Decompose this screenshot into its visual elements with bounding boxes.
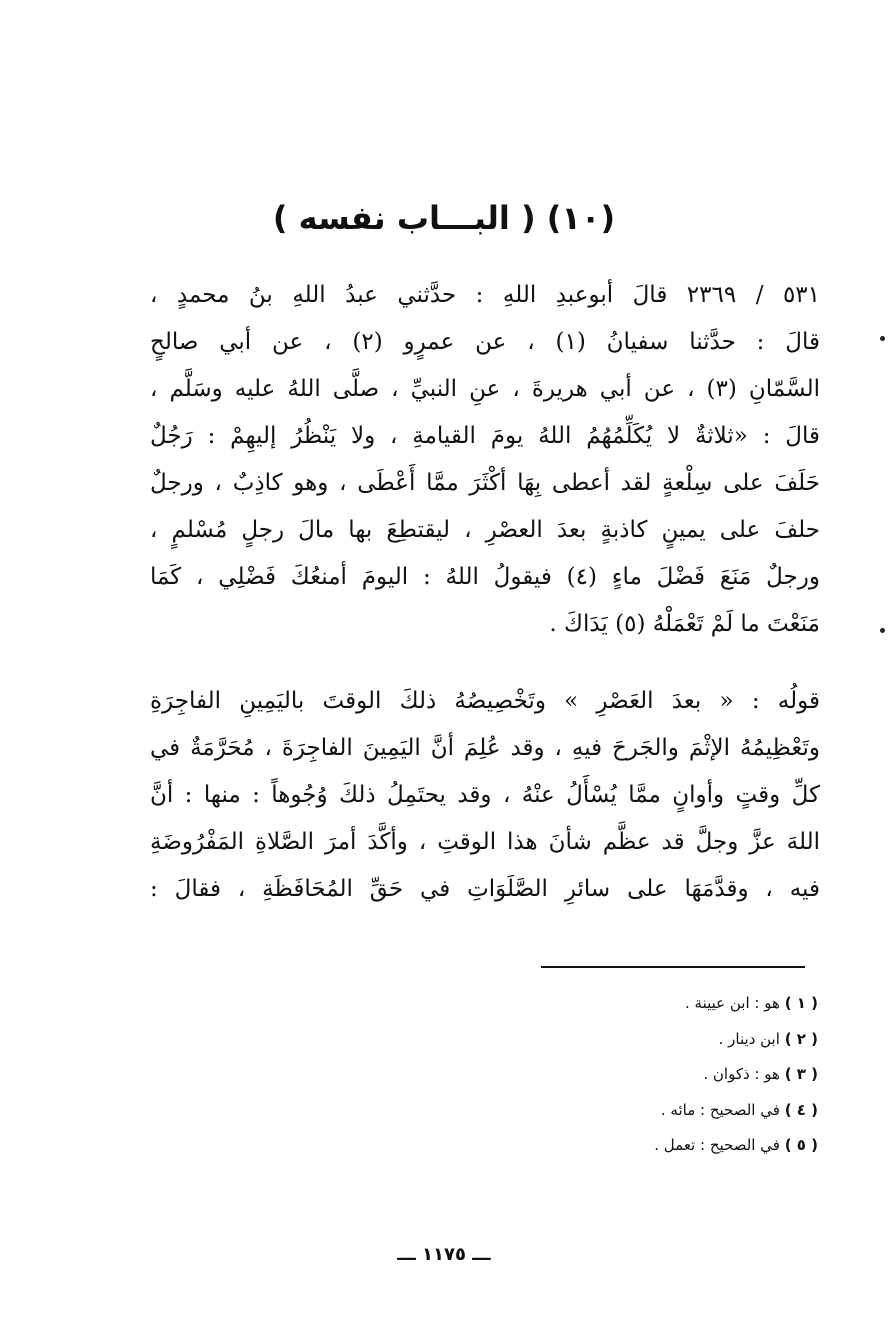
footnote-number: ( ٤ ) xyxy=(784,1100,818,1119)
footnote-number: ( ٥ ) xyxy=(784,1136,818,1154)
footnote-text: في الصحيح : تعمل . xyxy=(654,1136,780,1154)
footnote-text: هو : ابن عيينة . xyxy=(685,994,780,1012)
commentary-line: فيه ، وقدَّمَهَا على سائرِ الصَّلَوَاتِ في حَقِّ المُحَافَظَةِ ، فقالَ : xyxy=(150,876,820,902)
commentary-line: وتَعْظِيمُهُ الإثْمَ والجَرحَ فيهِ ، وقد عُلِمَ أنَّ اليَمِينَ الفاجِرَةَ ، مُحَرَّمَةٌ في xyxy=(150,735,820,761)
hadith-line: السَّمّانِ (٣) ، عن أبي هريرةَ ، عنِ النبيِّ ، صلَّى اللهُ عليه وسَلَّم ، xyxy=(150,376,820,402)
footnote-number: ( ٣ ) xyxy=(784,1065,818,1083)
footnote-text: هو : ذكوان . xyxy=(703,1065,780,1083)
footnote-item xyxy=(398,988,818,1024)
commentary-line: قولُه : « بعدَ العَصْرِ » وتَخْصِيصُهُ ذلكَ الوقتَ باليَمِينِ الفاجِرَةِ xyxy=(150,688,820,714)
footnote-text: ابن دينار . xyxy=(718,1029,780,1048)
hadith-line: ورجلٌ مَنَعَ فَضْلَ ماءٍ (٤) فيقولُ اللهُ : اليومَ أمنعُكَ فَضْلِي ، كَمَا xyxy=(150,564,820,590)
footnote-text: في الصحيح : مائه . xyxy=(660,1100,780,1119)
commentary-line: اللهَ عزَّ وجلَّ قد عظَّم شأنَ هذا الوقتِ ، وأكَّدَ أمرَ الصَّلاةِ المَفْرُوضَةِ xyxy=(150,829,820,855)
hadith-line: قالَ : حدَّثنا سفيانُ (١) ، عن عمرٍو (٢) ، عن أبي صالحٍ xyxy=(150,329,820,355)
chapter-title: (١٠) ( البـــاب نفسه ) xyxy=(272,199,616,237)
footnote-item xyxy=(398,1095,818,1131)
hadith-paragraph xyxy=(150,272,820,648)
hadith-line: قالَ : «ثلاثةٌ لا يُكَلِّمُهُمُ اللهُ يومَ القيامةِ ، ولا يَنْظُرُ إليهِمْ : رَجُلٌ xyxy=(150,423,820,449)
page-number: ـــ ١١٧٥ ـــ xyxy=(397,1244,491,1265)
footnote-number: ( ٢ ) xyxy=(784,1029,818,1048)
footnote-item xyxy=(398,1130,818,1166)
footnote-item xyxy=(398,1059,818,1095)
margin-dot xyxy=(880,336,885,341)
footnote-divider xyxy=(541,966,805,968)
footnote-number: ( ١ ) xyxy=(784,994,818,1012)
hadith-line: حلفَ على يمينٍ كاذبةٍ بعدَ العصْرِ ، ليقتطِعَ بها مالَ رجلٍ مُسْلمٍ ، xyxy=(150,517,820,543)
commentary-line: كلِّ وقتٍ وأوانٍ ممَّا يُسْأَلُ عنْهُ ، وقد يحتَمِلُ ذلكَ وُجُوهاً : منها : أنَّ xyxy=(150,782,820,808)
commentary-paragraph xyxy=(150,678,820,913)
footnote-item xyxy=(398,1024,818,1060)
margin-dot xyxy=(880,628,885,633)
hadith-line: حَلَفَ على سِلْعةٍ لقد أعطى بِهَا أكْثَرَ ممَّا أَعْطَى ، وهو كاذِبٌ ، ورجلٌ xyxy=(150,470,820,496)
hadith-line: ٥٣١ / ٢٣٦٩ قالَ أبوعبدِ اللهِ : حدَّثني عبدُ اللهِ بنُ محمدٍ ، xyxy=(150,282,820,308)
footnotes-list xyxy=(398,988,818,1166)
hadith-line: مَنَعْتَ ما لَمْ تَعْمَلْهُ (٥) يَدَاكَ . xyxy=(549,611,820,637)
